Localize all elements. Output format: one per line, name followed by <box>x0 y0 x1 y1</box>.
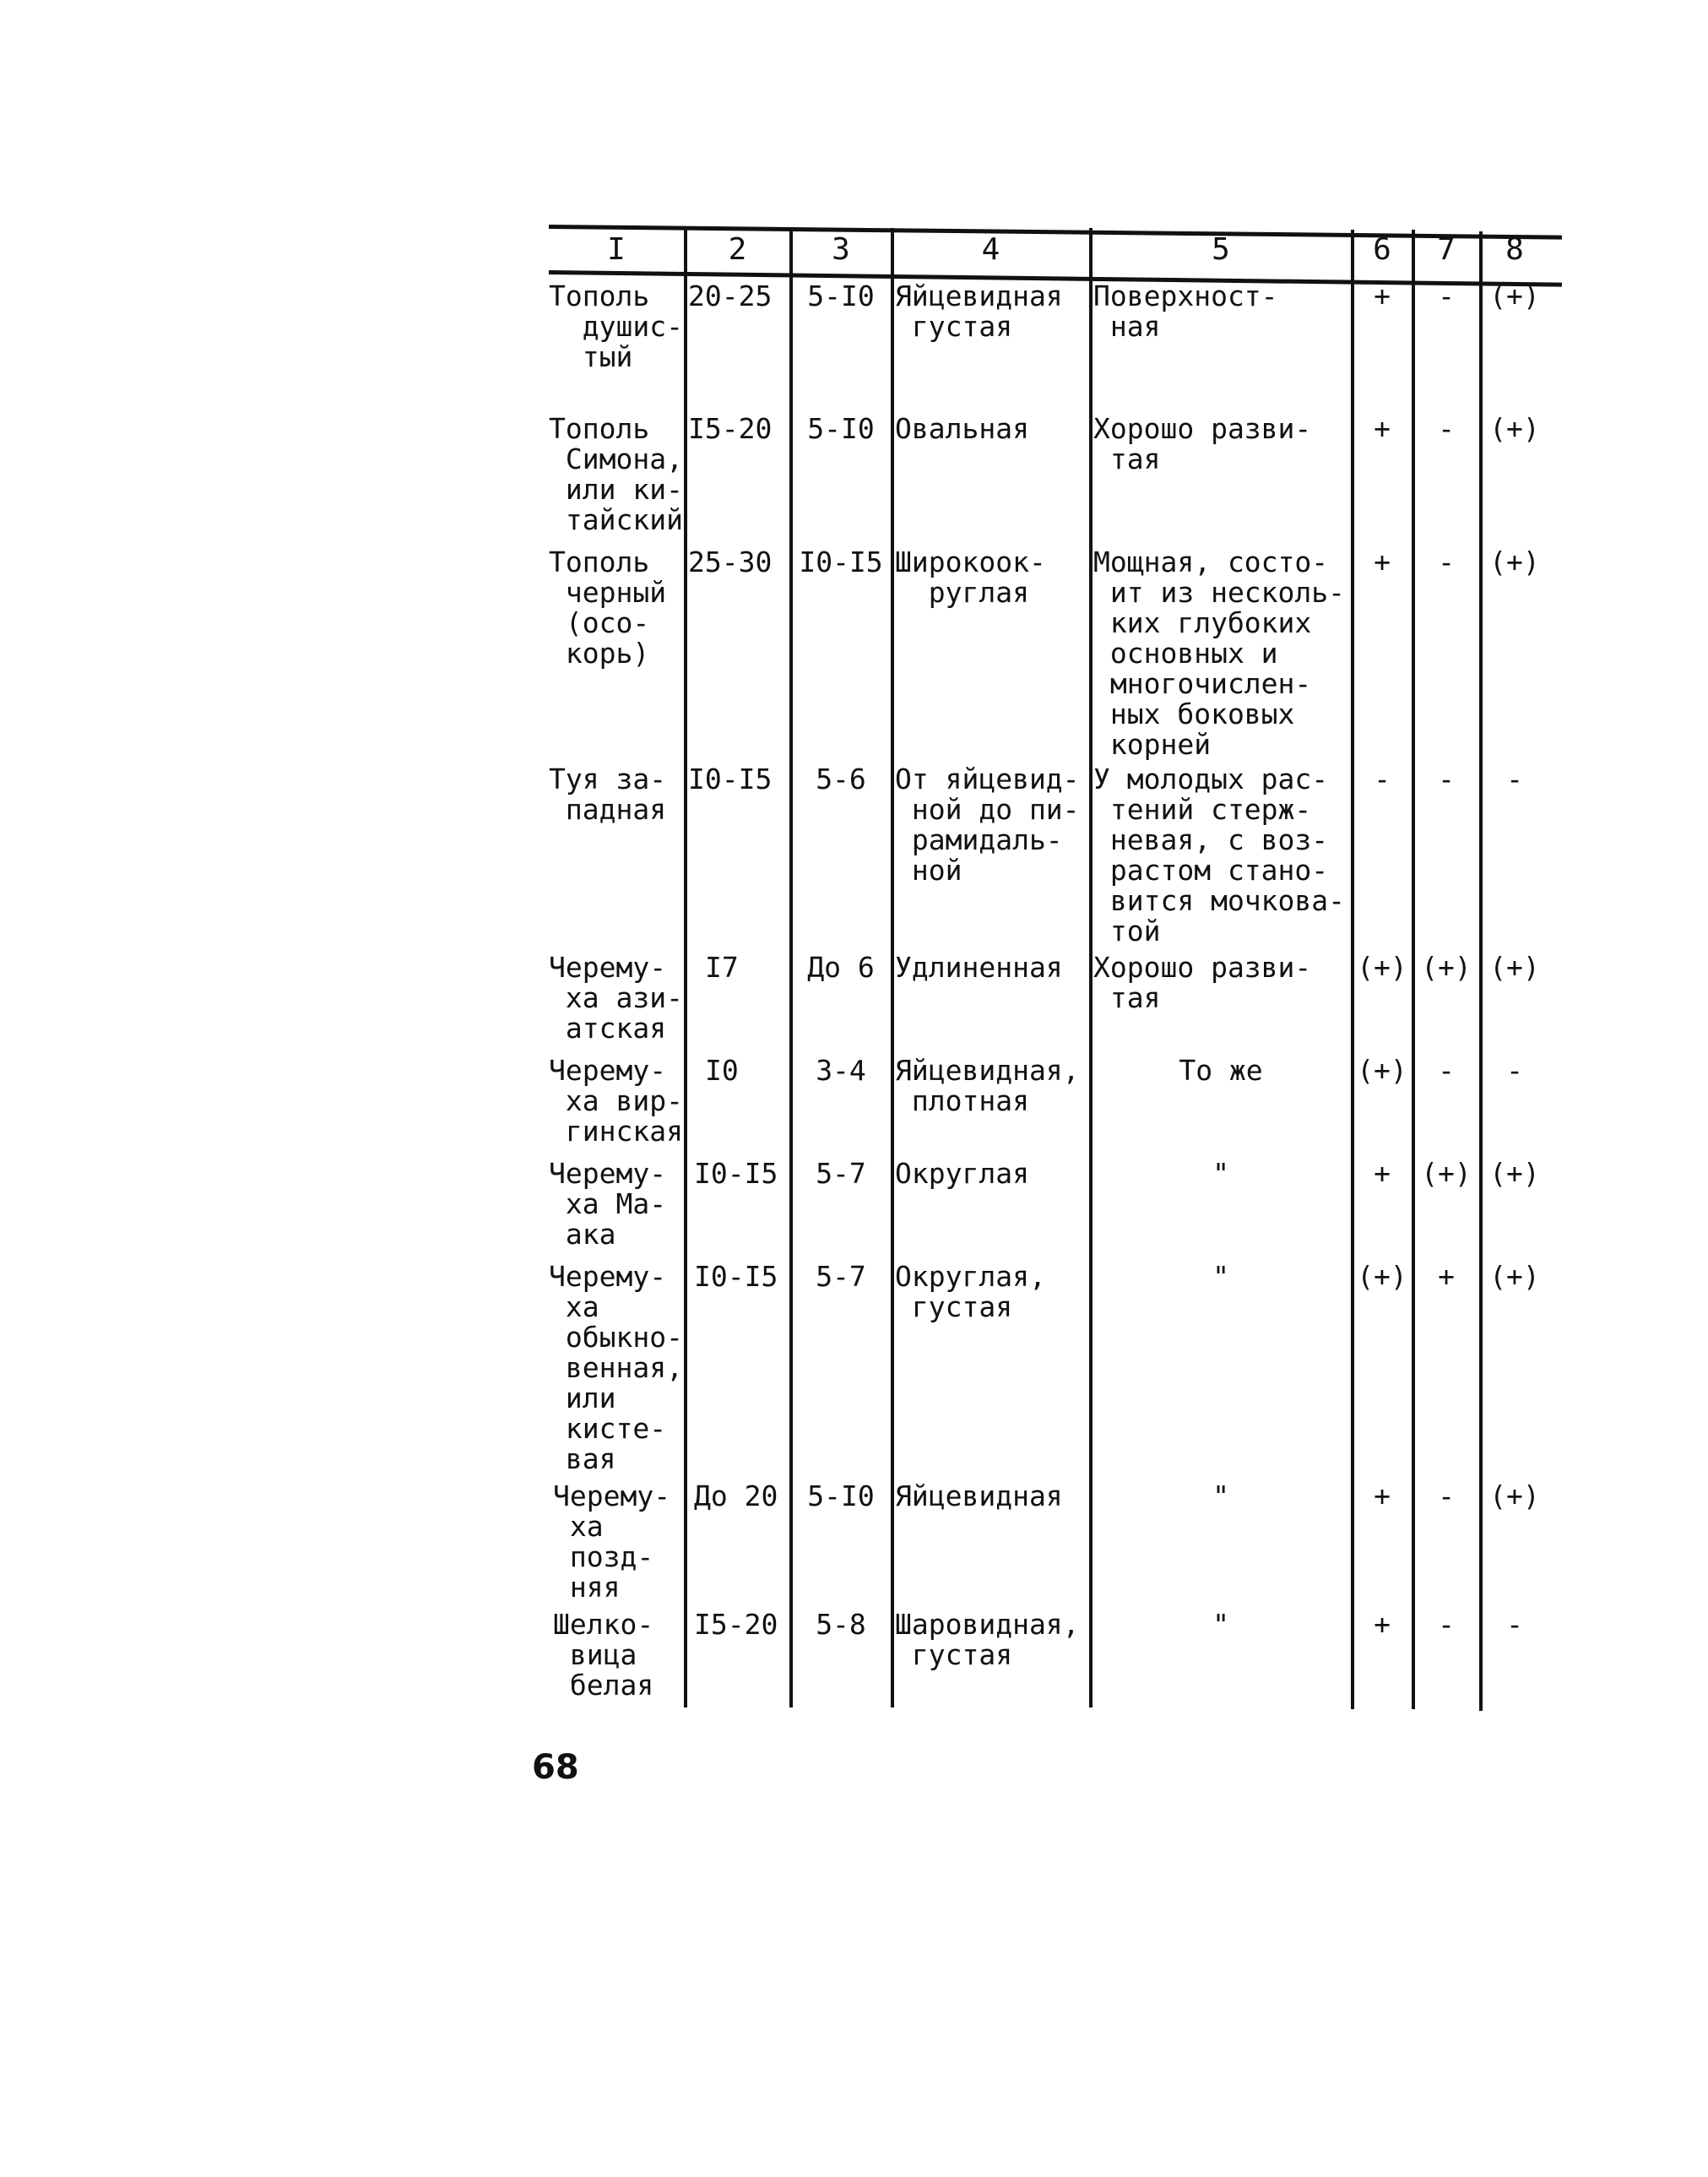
root-system-cell: Хорошо разви- тая <box>1093 951 1312 1014</box>
root-system-cell: " <box>1212 1260 1229 1293</box>
col6-cell: + <box>1374 546 1391 578</box>
col7-cell: (+) <box>1421 951 1472 984</box>
root-system-cell: " <box>1212 1608 1229 1641</box>
crown-shape-cell: Яйцевидная густая <box>895 280 1063 343</box>
crown-diameter-cell: 5-I0 <box>807 280 875 312</box>
col7-cell: - <box>1438 412 1455 445</box>
col6-cell: + <box>1374 1479 1391 1512</box>
column-header: 5 <box>1212 232 1230 267</box>
column-header: 7 <box>1437 232 1456 267</box>
col7-cell: - <box>1438 1608 1455 1641</box>
crown-diameter-cell: 5-6 <box>816 763 866 795</box>
root-system-cell: " <box>1212 1157 1229 1190</box>
species-cell: Тополь Симона, или ки- тайский <box>549 412 683 536</box>
crown-shape-cell: Удлиненная <box>895 951 1063 984</box>
crown-shape-cell: Широкоок- руглая <box>895 546 1046 609</box>
col6-cell: + <box>1374 412 1391 445</box>
col8-cell: (+) <box>1489 1479 1540 1512</box>
col7-cell: - <box>1438 1054 1455 1087</box>
height-cell: I0 <box>705 1054 739 1087</box>
species-cell: Тополь черный (осо- корь) <box>549 546 667 670</box>
crown-diameter-cell: 5-I0 <box>807 1479 875 1512</box>
crown-shape-cell: Округлая <box>895 1157 1029 1190</box>
page-number: 68 <box>532 1748 579 1787</box>
species-cell: Шелко- вица белая <box>553 1608 654 1702</box>
col6-cell: + <box>1374 280 1391 312</box>
root-system-cell: " <box>1212 1479 1229 1512</box>
col6-cell: (+) <box>1357 1260 1407 1293</box>
col6-cell: + <box>1374 1157 1391 1190</box>
col8-cell: (+) <box>1489 1260 1540 1293</box>
height-cell: I0-I5 <box>694 1157 778 1190</box>
col8-cell: (+) <box>1489 412 1540 445</box>
col7-cell: - <box>1438 546 1455 578</box>
column-header: 6 <box>1373 232 1391 267</box>
root-system-cell: Мощная, состо- ит из несколь- ких глубоких основных и многочислен- ных боковых корней <box>1093 546 1346 761</box>
height-cell: I5-20 <box>688 412 773 445</box>
column-divider <box>891 228 894 1707</box>
column-divider <box>684 228 687 1707</box>
crown-diameter-cell: 5-7 <box>816 1260 866 1293</box>
height-cell: До 20 <box>694 1479 778 1512</box>
column-header: 4 <box>981 232 1000 267</box>
crown-shape-cell: Яйцевидная, плотная <box>895 1054 1080 1117</box>
crown-diameter-cell: 5-7 <box>816 1157 866 1190</box>
height-cell: I0-I5 <box>688 763 773 795</box>
column-header: I <box>607 232 626 267</box>
species-cell: Тополь душис- тый <box>549 280 683 373</box>
species-cell: Черему- ха вир- гинская <box>549 1054 683 1148</box>
height-cell: I7 <box>705 951 739 984</box>
root-system-cell: У молодых рас- тений стерж- невая, с воз- растом стано- вится мочкова- той <box>1093 763 1346 947</box>
column-header: 3 <box>832 232 850 267</box>
height-cell: 25-30 <box>688 546 773 578</box>
crown-shape-cell: Округлая, густая <box>895 1260 1046 1323</box>
crown-shape-cell: Шаровидная, густая <box>895 1608 1080 1671</box>
crown-diameter-cell: I0-I5 <box>799 546 883 578</box>
root-system-cell: Хорошо разви- тая <box>1093 412 1312 475</box>
col7-cell: (+) <box>1421 1157 1472 1190</box>
col8-cell: - <box>1506 763 1523 795</box>
col6-cell: + <box>1374 1608 1391 1641</box>
root-system-cell: То же <box>1179 1054 1263 1087</box>
column-header: 2 <box>728 232 747 267</box>
species-cell: Черему- ха позд- няя <box>553 1479 671 1604</box>
crown-diameter-cell: 5-8 <box>816 1608 866 1641</box>
height-cell: I0-I5 <box>694 1260 778 1293</box>
col8-cell: (+) <box>1489 546 1540 578</box>
species-cell: Черему- ха ази- атская <box>549 951 683 1045</box>
col8-cell: (+) <box>1489 951 1540 984</box>
root-system-cell: Поверхност- ная <box>1093 280 1278 343</box>
col8-cell: - <box>1506 1054 1523 1087</box>
species-cell: Черему- ха Ма- ака <box>549 1157 667 1251</box>
crown-shape-cell: Овальная <box>895 412 1029 445</box>
col7-cell: - <box>1438 1479 1455 1512</box>
height-cell: 20-25 <box>688 280 773 312</box>
col7-cell: + <box>1438 1260 1455 1293</box>
crown-diameter-cell: 3-4 <box>816 1054 866 1087</box>
col6-cell: (+) <box>1357 951 1407 984</box>
col8-cell: (+) <box>1489 1157 1540 1190</box>
col7-cell: - <box>1438 280 1455 312</box>
crown-shape-cell: Яйцевидная <box>895 1479 1063 1512</box>
crown-shape-cell: От яйцевид- ной до пи- рамидаль- ной <box>895 763 1080 887</box>
col8-cell: - <box>1506 1608 1523 1641</box>
col6-cell: - <box>1374 763 1391 795</box>
species-cell: Черему- ха обыкно- венная, или кисте- вая <box>549 1260 683 1475</box>
col8-cell: (+) <box>1489 280 1540 312</box>
col6-cell: (+) <box>1357 1054 1407 1087</box>
crown-diameter-cell: До 6 <box>807 951 875 984</box>
column-header: 8 <box>1505 232 1524 267</box>
crown-diameter-cell: 5-I0 <box>807 412 875 445</box>
species-cell: Туя за- падная <box>549 763 667 826</box>
height-cell: I5-20 <box>694 1608 778 1641</box>
col7-cell: - <box>1438 763 1455 795</box>
